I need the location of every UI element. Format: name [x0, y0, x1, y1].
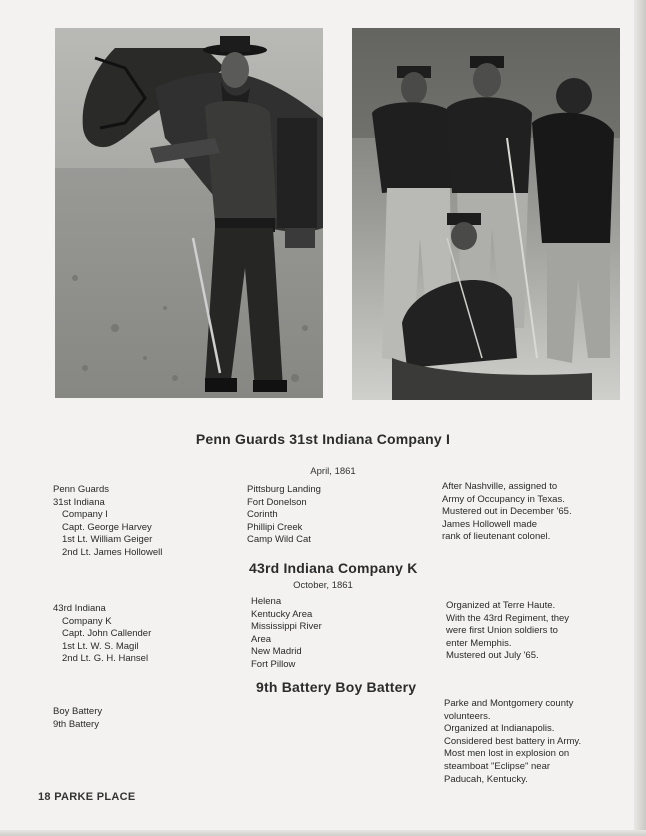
unit-line: 43rd Indiana [53, 603, 106, 614]
section2-notes [446, 600, 569, 663]
battle-item: Fort Donelson [247, 496, 307, 508]
battle-item: Helena [251, 596, 282, 607]
section3-unit-lines [53, 706, 102, 731]
unit-line: 1st Lt. W. S. Magil [62, 640, 139, 652]
section1-date: April, 1861 [310, 466, 356, 477]
unit-line: Company I [62, 509, 108, 521]
section1-battles [247, 484, 321, 547]
section1-unit-lines [53, 484, 162, 560]
note-line: steamboat "Eclipse" near [444, 760, 551, 772]
unit-line: 9th Battery [53, 718, 99, 730]
note-line: volunteers. [444, 710, 491, 722]
battle-item: Fort Pillow [251, 658, 296, 670]
note-line: Army of Occupancy in Texas. [442, 493, 565, 505]
unit-line: 2nd Lt. G. H. Hansel [62, 653, 149, 665]
unit-line: 1st Lt. William Geiger [62, 534, 153, 546]
battle-item: Kentucky Area [251, 608, 313, 620]
battle-item: Pittsburg Landing [247, 484, 321, 495]
unit-line: Capt. George Harvey [62, 521, 152, 533]
battle-item: Corinth [247, 509, 278, 521]
group-of-soldiers-photo [352, 28, 620, 400]
unit-line: 31st Indiana [53, 496, 105, 508]
page-title: Penn Guards 31st Indiana Company I [195, 431, 451, 447]
note-line: Paducah, Kentucky. [444, 773, 528, 785]
unit-line: 2nd Lt. James Hollowell [62, 546, 163, 558]
page-edge-bottom [0, 830, 646, 836]
note-line: enter Memphis. [446, 637, 512, 649]
page-footer: 18 PARKE PLACE [38, 791, 136, 803]
battle-item: Area [251, 633, 272, 645]
battle-item: Mississippi River [251, 621, 322, 633]
cavalryman-with-horse-photo [55, 28, 323, 398]
section1-notes [442, 481, 572, 544]
battle-item: New Madrid [251, 646, 302, 658]
section2-heading: 43rd Indiana Company K [249, 560, 418, 576]
section3-heading: 9th Battery Boy Battery [256, 679, 417, 695]
note-line: Organized at Terre Haute. [446, 600, 556, 611]
note-line: rank of lieutenant colonel. [442, 531, 551, 543]
section2-date: October, 1861 [293, 580, 353, 591]
battle-item: Camp Wild Cat [247, 534, 311, 546]
note-line: Most men lost in explosion on [444, 748, 570, 760]
note-line: were first Union soldiers to [446, 625, 558, 637]
note-line: After Nashville, assigned to [442, 481, 558, 492]
unit-line: Boy Battery [53, 706, 103, 717]
unit-line: Penn Guards [53, 484, 109, 495]
note-line: Parke and Montgomery county [444, 698, 574, 709]
note-line: With the 43rd Regiment, they [446, 612, 570, 624]
section2-battles [251, 596, 322, 672]
note-line: Organized at Indianapolis. [444, 723, 555, 735]
unit-line: Capt. John Callender [62, 628, 152, 640]
unit-line: Company K [62, 615, 112, 627]
note-line: Mustered out July '65. [446, 650, 539, 662]
battle-item: Phillipi Creek [247, 521, 303, 533]
note-line: Considered best battery in Army. [444, 735, 582, 747]
note-line: James Hollowell made [442, 518, 538, 530]
section3-notes [444, 698, 581, 786]
note-line: Mustered out in December '65. [442, 506, 572, 518]
page-edge [634, 0, 646, 836]
section2-unit-lines [53, 603, 151, 666]
